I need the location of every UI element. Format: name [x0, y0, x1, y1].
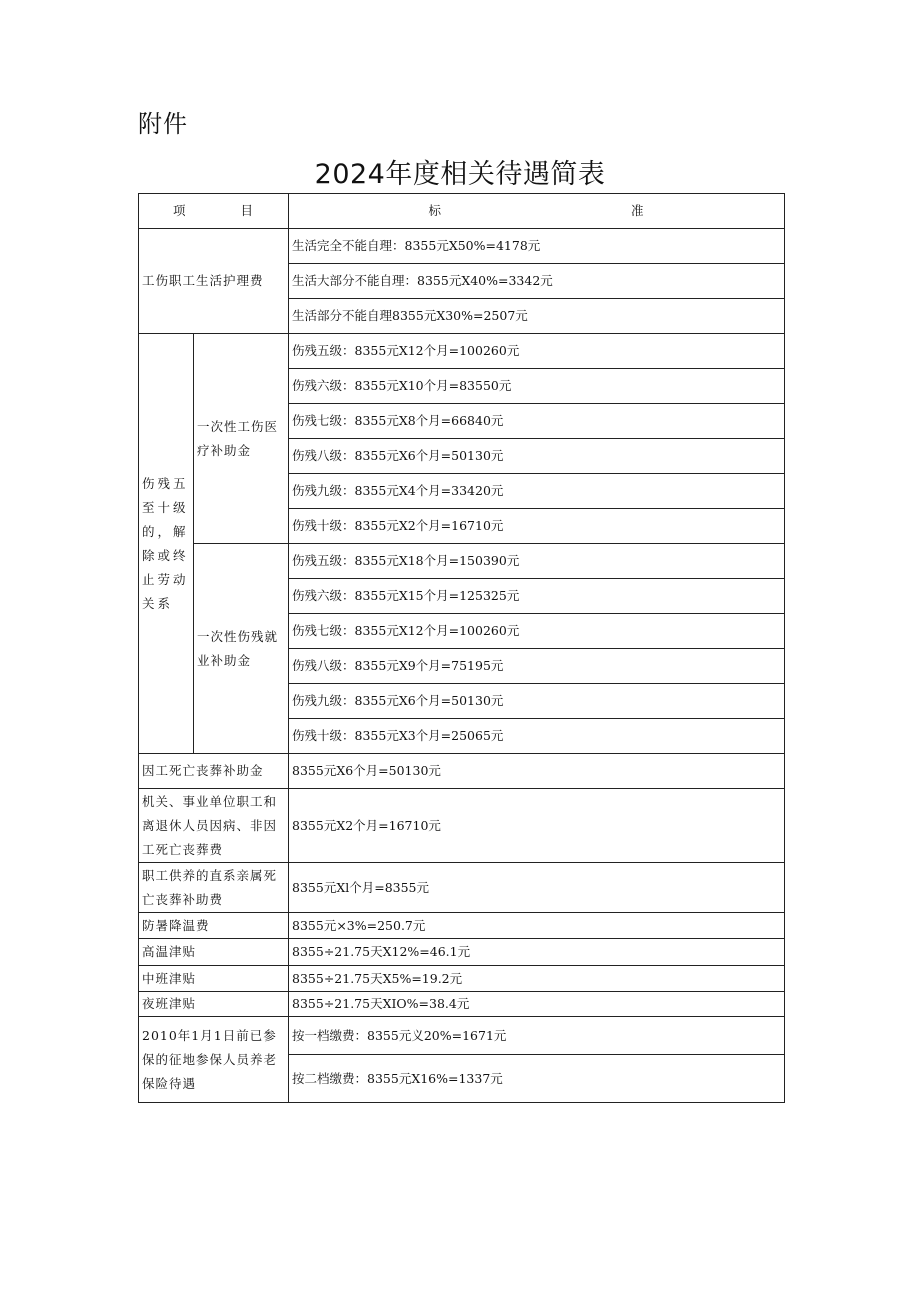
- table-row: [139, 966, 785, 992]
- mid-shift-value: 8355÷21.75天X5%=19.2元: [289, 966, 785, 992]
- funeral-nonwork-value: 8355元X2个月=16710元: [289, 789, 785, 863]
- nursing-label: 工伤职工生活护理费: [139, 229, 289, 334]
- heatstroke-label: 防暑降温费: [139, 913, 289, 939]
- night-shift-label: 夜班津贴: [139, 992, 289, 1017]
- table-row: [139, 229, 785, 264]
- heatstroke-value: 8355元×3%=250.7元: [289, 913, 785, 939]
- table-row: [139, 754, 785, 789]
- header-item: 项 目: [139, 194, 289, 229]
- employment-subsidy-label: 一次性伤残就业补助金: [194, 544, 289, 754]
- pension-label: 2010年1月1日前已参保的征地参保人员养老保险待遇: [139, 1017, 289, 1103]
- table-row: [139, 992, 785, 1017]
- employment-row: 伤残五级：8355元X18个月=150390元: [289, 544, 785, 579]
- high-temp-value: 8355÷21.75天X12%=46.1元: [289, 939, 785, 966]
- high-temp-label: 高温津贴: [139, 939, 289, 966]
- header-standard: 标 准: [289, 194, 785, 229]
- medical-row: 伤残十级：8355元X2个月=16710元: [289, 509, 785, 544]
- nursing-row: 生活完全不能自理：8355元X50%=4178元: [289, 229, 785, 264]
- table-row: [139, 1017, 785, 1055]
- table-row: [139, 334, 785, 369]
- table-row: [139, 863, 785, 913]
- medical-row: 伤残九级：8355元X4个月=33420元: [289, 474, 785, 509]
- table-row: [139, 789, 785, 863]
- table-row: [139, 544, 785, 579]
- employment-row: 伤残八级：8355元X9个月=75195元: [289, 649, 785, 684]
- disability-label: 伤残五至十级的，解除或终止劳动关系: [139, 334, 194, 754]
- funeral-nonwork-label: 机关、事业单位职工和离退休人员因病、非因工死亡丧葬费: [139, 789, 289, 863]
- attachment-label: 附件: [138, 110, 188, 138]
- employment-row: 伤残十级：8355元X3个月=25065元: [289, 719, 785, 754]
- funeral-dependent-value: 8355元Xl个月=8355元: [289, 863, 785, 913]
- table-row: [139, 913, 785, 939]
- table-header-row: [139, 194, 785, 229]
- funeral-dependent-label: 职工供养的直系亲属死亡丧葬补助费: [139, 863, 289, 913]
- document-title: 2024年度相关待遇简表: [314, 159, 606, 190]
- benefits-table: [138, 193, 785, 1103]
- table-row: [139, 939, 785, 966]
- funeral-work-value: 8355元X6个月=50130元: [289, 754, 785, 789]
- medical-row: 伤残八级：8355元X6个月=50130元: [289, 439, 785, 474]
- funeral-work-label: 因工死亡丧葬补助金: [139, 754, 289, 789]
- nursing-row: 生活大部分不能自理：8355元X40%=3342元: [289, 264, 785, 299]
- mid-shift-label: 中班津贴: [139, 966, 289, 992]
- medical-subsidy-label: 一次性工伤医疗补助金: [194, 334, 289, 544]
- medical-row: 伤残六级：8355元X10个月=83550元: [289, 369, 785, 404]
- employment-row: 伤残九级：8355元X6个月=50130元: [289, 684, 785, 719]
- pension-row: 按二档缴费：8355元X16%=1337元: [289, 1055, 785, 1103]
- employment-row: 伤残七级：8355元X12个月=100260元: [289, 614, 785, 649]
- medical-row: 伤残五级：8355元X12个月=100260元: [289, 334, 785, 369]
- nursing-row: 生活部分不能自理8355元X30%=2507元: [289, 299, 785, 334]
- employment-row: 伤残六级：8355元X15个月=125325元: [289, 579, 785, 614]
- night-shift-value: 8355÷21.75天XIO%=38.4元: [289, 992, 785, 1017]
- pension-row: 按一档缴费：8355元义20%=1671元: [289, 1017, 785, 1055]
- medical-row: 伤残七级：8355元X8个月=66840元: [289, 404, 785, 439]
